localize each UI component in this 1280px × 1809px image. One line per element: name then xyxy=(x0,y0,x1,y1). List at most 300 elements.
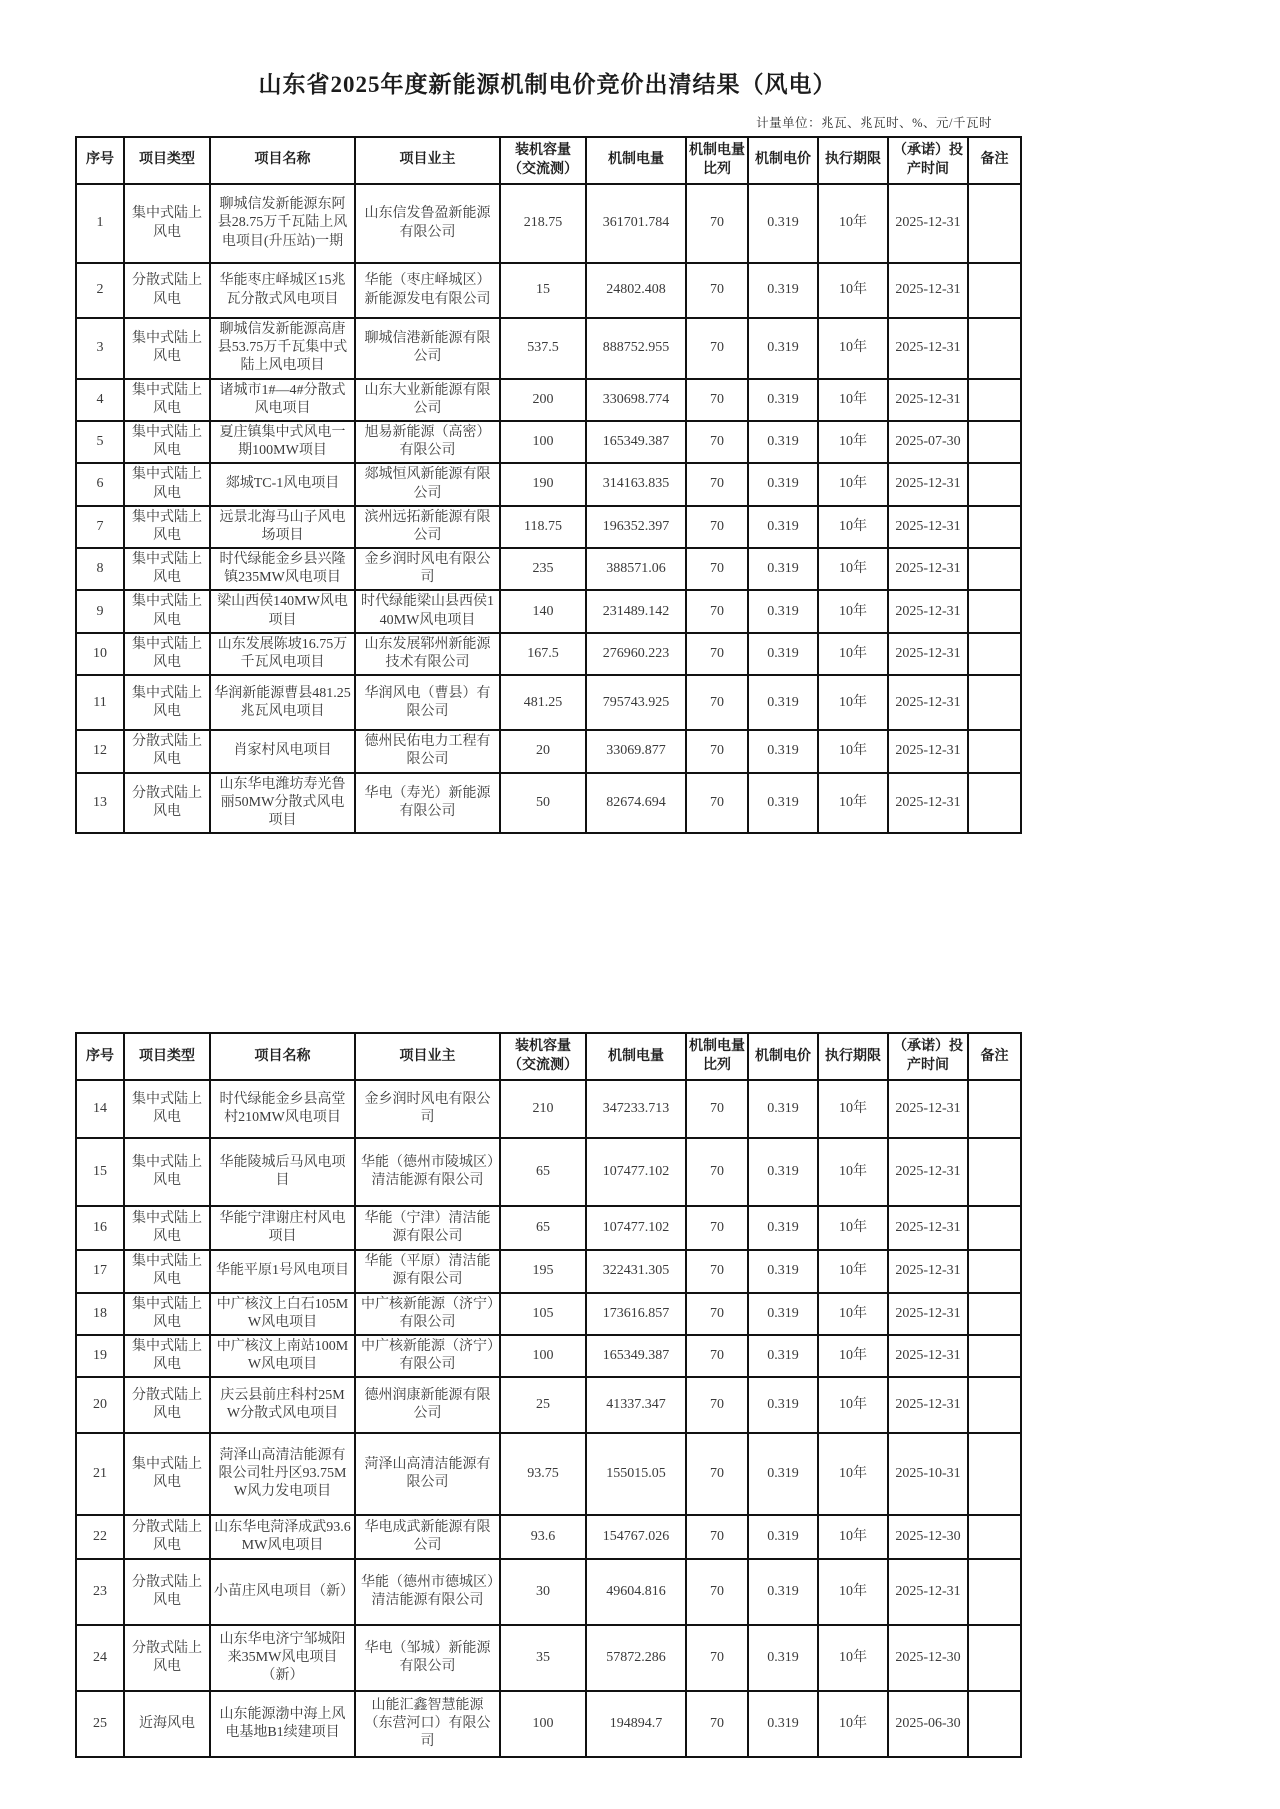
cell-no: 12 xyxy=(76,730,124,772)
cell-price: 0.319 xyxy=(748,1250,818,1292)
cell-term: 10年 xyxy=(818,1206,888,1250)
cell-owner: 旭易新能源（高密）有限公司 xyxy=(355,421,500,463)
cell-note xyxy=(968,463,1021,505)
cell-capacity: 105 xyxy=(500,1293,586,1335)
cell-type: 集中式陆上风电 xyxy=(124,1293,210,1335)
table-row xyxy=(76,633,1021,675)
cell-energy: 107477.102 xyxy=(586,1138,686,1206)
cell-price: 0.319 xyxy=(748,548,818,590)
cell-name: 远景北海马山子风电场项目 xyxy=(210,506,355,548)
cell-capacity: 200 xyxy=(500,379,586,421)
cell-term: 10年 xyxy=(818,1433,888,1515)
cell-owner: 金乡润时风电有限公司 xyxy=(355,1080,500,1138)
cell-date: 2025-12-31 xyxy=(888,463,968,505)
cell-type: 集中式陆上风电 xyxy=(124,1080,210,1138)
column-header-name: 项目名称 xyxy=(210,1033,355,1080)
cell-energy: 347233.713 xyxy=(586,1080,686,1138)
cell-date: 2025-12-31 xyxy=(888,379,968,421)
table-row xyxy=(76,548,1021,590)
cell-note xyxy=(968,1559,1021,1625)
cell-price: 0.319 xyxy=(748,633,818,675)
cell-owner: 郯城恒风新能源有限公司 xyxy=(355,463,500,505)
cell-ratio: 70 xyxy=(686,421,748,463)
cell-owner: 菏泽山高清洁能源有限公司 xyxy=(355,1433,500,1515)
cell-type: 集中式陆上风电 xyxy=(124,1250,210,1292)
cell-no: 14 xyxy=(76,1080,124,1138)
cell-energy: 107477.102 xyxy=(586,1206,686,1250)
cell-owner: 山东大业新能源有限公司 xyxy=(355,379,500,421)
cell-date: 2025-12-31 xyxy=(888,1206,968,1250)
cell-name: 聊城信发新能源高唐县53.75万千瓦集中式陆上风电项目 xyxy=(210,318,355,379)
column-header-term: 执行期限 xyxy=(818,1033,888,1080)
cell-type: 集中式陆上风电 xyxy=(124,506,210,548)
cell-energy: 276960.223 xyxy=(586,633,686,675)
cell-name: 中广核汶上南站100MW风电项目 xyxy=(210,1335,355,1377)
cell-name: 小苗庄风电项目（新） xyxy=(210,1559,355,1625)
cell-capacity: 195 xyxy=(500,1250,586,1292)
cell-type: 集中式陆上风电 xyxy=(124,184,210,263)
column-header-ratio: 机制电量比列 xyxy=(686,1033,748,1080)
cell-capacity: 481.25 xyxy=(500,675,586,730)
table-header xyxy=(76,1033,1021,1080)
cell-no: 6 xyxy=(76,463,124,505)
cell-date: 2025-12-31 xyxy=(888,675,968,730)
cell-energy: 155015.05 xyxy=(586,1433,686,1515)
cell-type: 分散式陆上风电 xyxy=(124,263,210,318)
cell-type: 集中式陆上风电 xyxy=(124,548,210,590)
cell-date: 2025-12-31 xyxy=(888,1559,968,1625)
cell-name: 华能宁津谢庄村风电项目 xyxy=(210,1206,355,1250)
cell-owner: 华润风电（曹县）有限公司 xyxy=(355,675,500,730)
cell-no: 5 xyxy=(76,421,124,463)
cell-energy: 24802.408 xyxy=(586,263,686,318)
table-row xyxy=(76,1625,1021,1691)
column-header-owner: 项目业主 xyxy=(355,137,500,184)
cell-capacity: 210 xyxy=(500,1080,586,1138)
table-header xyxy=(76,137,1021,184)
cell-price: 0.319 xyxy=(748,184,818,263)
cell-no: 21 xyxy=(76,1433,124,1515)
cell-note xyxy=(968,1206,1021,1250)
cell-owner: 金乡润时风电有限公司 xyxy=(355,548,500,590)
table-row xyxy=(76,590,1021,632)
cell-capacity: 218.75 xyxy=(500,184,586,263)
cell-owner: 德州润康新能源有限公司 xyxy=(355,1377,500,1433)
cell-term: 10年 xyxy=(818,1335,888,1377)
cell-capacity: 15 xyxy=(500,263,586,318)
cell-date: 2025-12-31 xyxy=(888,506,968,548)
cell-capacity: 65 xyxy=(500,1206,586,1250)
column-header-price: 机制电价 xyxy=(748,1033,818,1080)
cell-capacity: 100 xyxy=(500,1691,586,1757)
cell-no: 8 xyxy=(76,548,124,590)
cell-capacity: 235 xyxy=(500,548,586,590)
cell-type: 集中式陆上风电 xyxy=(124,463,210,505)
cell-date: 2025-07-30 xyxy=(888,421,968,463)
cell-price: 0.319 xyxy=(748,1625,818,1691)
cell-no: 3 xyxy=(76,318,124,379)
cell-term: 10年 xyxy=(818,463,888,505)
cell-date: 2025-12-31 xyxy=(888,1335,968,1377)
cell-ratio: 70 xyxy=(686,1250,748,1292)
cell-date: 2025-12-30 xyxy=(888,1625,968,1691)
cell-term: 10年 xyxy=(818,263,888,318)
cell-type: 分散式陆上风电 xyxy=(124,730,210,772)
cell-term: 10年 xyxy=(818,1515,888,1559)
cell-price: 0.319 xyxy=(748,421,818,463)
cell-no: 17 xyxy=(76,1250,124,1292)
column-header-owner: 项目业主 xyxy=(355,1033,500,1080)
cell-term: 10年 xyxy=(818,379,888,421)
column-header-type: 项目类型 xyxy=(124,137,210,184)
table-row xyxy=(76,421,1021,463)
cell-name: 时代绿能金乡县兴隆镇235MW风电项目 xyxy=(210,548,355,590)
cell-name: 聊城信发新能源东阿县28.75万千瓦陆上风电项目(升压站)一期 xyxy=(210,184,355,263)
page-break-gap xyxy=(75,834,1020,1032)
cell-no: 10 xyxy=(76,633,124,675)
cell-ratio: 70 xyxy=(686,1335,748,1377)
cell-ratio: 70 xyxy=(686,184,748,263)
cell-capacity: 118.75 xyxy=(500,506,586,548)
cell-date: 2025-12-30 xyxy=(888,1515,968,1559)
cell-energy: 361701.784 xyxy=(586,184,686,263)
cell-price: 0.319 xyxy=(748,1433,818,1515)
cell-ratio: 70 xyxy=(686,730,748,772)
cell-type: 集中式陆上风电 xyxy=(124,1138,210,1206)
cell-note xyxy=(968,421,1021,463)
cell-owner: 中广核新能源（济宁）有限公司 xyxy=(355,1293,500,1335)
cell-ratio: 70 xyxy=(686,773,748,834)
table-row xyxy=(76,1250,1021,1292)
cell-no: 18 xyxy=(76,1293,124,1335)
table-row xyxy=(76,730,1021,772)
cell-ratio: 70 xyxy=(686,633,748,675)
table-row xyxy=(76,1691,1021,1757)
cell-capacity: 50 xyxy=(500,773,586,834)
table-row xyxy=(76,379,1021,421)
cell-type: 集中式陆上风电 xyxy=(124,675,210,730)
cell-no: 13 xyxy=(76,773,124,834)
cell-no: 25 xyxy=(76,1691,124,1757)
cell-type: 集中式陆上风电 xyxy=(124,1206,210,1250)
cell-term: 10年 xyxy=(818,421,888,463)
cell-capacity: 100 xyxy=(500,1335,586,1377)
column-header-type: 项目类型 xyxy=(124,1033,210,1080)
cell-owner: 时代绿能梁山县西侯140MW风电项目 xyxy=(355,590,500,632)
cell-price: 0.319 xyxy=(748,318,818,379)
cell-name: 中广核汶上白石105MW风电项目 xyxy=(210,1293,355,1335)
column-header-name: 项目名称 xyxy=(210,137,355,184)
cell-name: 梁山西侯140MW风电项目 xyxy=(210,590,355,632)
unit-note: 计量单位：兆瓦、兆瓦时、%、元/千瓦时 xyxy=(756,116,992,130)
cell-date: 2025-06-30 xyxy=(888,1691,968,1757)
cell-energy: 194894.7 xyxy=(586,1691,686,1757)
cell-note xyxy=(968,318,1021,379)
column-header-energy: 机制电量 xyxy=(586,1033,686,1080)
column-header-term: 执行期限 xyxy=(818,137,888,184)
cell-type: 分散式陆上风电 xyxy=(124,773,210,834)
table-body xyxy=(76,184,1021,833)
cell-energy: 165349.387 xyxy=(586,1335,686,1377)
column-header-date: （承诺）投产时间 xyxy=(888,137,968,184)
cell-date: 2025-12-31 xyxy=(888,730,968,772)
cell-no: 16 xyxy=(76,1206,124,1250)
cell-note xyxy=(968,379,1021,421)
cell-owner: 华能（德州市德城区）清洁能源有限公司 xyxy=(355,1559,500,1625)
table-row xyxy=(76,1335,1021,1377)
cell-type: 集中式陆上风电 xyxy=(124,590,210,632)
cell-name: 华能枣庄峄城区15兆瓦分散式风电项目 xyxy=(210,263,355,318)
cell-ratio: 70 xyxy=(686,1080,748,1138)
cell-ratio: 70 xyxy=(686,263,748,318)
cell-name: 山东发展陈坡16.75万千瓦风电项目 xyxy=(210,633,355,675)
table-row xyxy=(76,1293,1021,1335)
cell-term: 10年 xyxy=(818,773,888,834)
cell-type: 集中式陆上风电 xyxy=(124,318,210,379)
cell-price: 0.319 xyxy=(748,590,818,632)
cell-name: 菏泽山高清洁能源有限公司牡丹区93.75MW风力发电项目 xyxy=(210,1433,355,1515)
cell-price: 0.319 xyxy=(748,1691,818,1757)
cell-type: 分散式陆上风电 xyxy=(124,1515,210,1559)
cell-ratio: 70 xyxy=(686,1625,748,1691)
cell-capacity: 100 xyxy=(500,421,586,463)
cell-owner: 华电成武新能源有限公司 xyxy=(355,1515,500,1559)
table-row xyxy=(76,773,1021,834)
cell-term: 10年 xyxy=(818,590,888,632)
table-row xyxy=(76,1138,1021,1206)
cell-term: 10年 xyxy=(818,1250,888,1292)
cell-name: 庆云县前庄科村25MW分散式风电项目 xyxy=(210,1377,355,1433)
table-row xyxy=(76,506,1021,548)
cell-energy: 33069.877 xyxy=(586,730,686,772)
cell-term: 10年 xyxy=(818,1377,888,1433)
cell-owner: 德州民佑电力工程有限公司 xyxy=(355,730,500,772)
cell-name: 山东华电济宁邹城阳来35MW风电项目（新） xyxy=(210,1625,355,1691)
cell-owner: 山东发展郓州新能源技术有限公司 xyxy=(355,633,500,675)
cell-owner: 中广核新能源（济宁）有限公司 xyxy=(355,1335,500,1377)
cell-date: 2025-12-31 xyxy=(888,263,968,318)
cell-term: 10年 xyxy=(818,1138,888,1206)
cell-name: 华能平原1号风电项目 xyxy=(210,1250,355,1292)
table-row xyxy=(76,675,1021,730)
cell-note xyxy=(968,1691,1021,1757)
cell-note xyxy=(968,1080,1021,1138)
cell-note xyxy=(968,1515,1021,1559)
table-row xyxy=(76,463,1021,505)
cell-type: 分散式陆上风电 xyxy=(124,1625,210,1691)
table-row xyxy=(76,1206,1021,1250)
cell-price: 0.319 xyxy=(748,263,818,318)
cell-term: 10年 xyxy=(818,1691,888,1757)
cell-name: 郯城TC-1风电项目 xyxy=(210,463,355,505)
cell-name: 华润新能源曹县481.25兆瓦风电项目 xyxy=(210,675,355,730)
column-header-no: 序号 xyxy=(76,137,124,184)
cell-term: 10年 xyxy=(818,318,888,379)
cell-price: 0.319 xyxy=(748,1206,818,1250)
cell-owner: 华能（平原）清洁能源有限公司 xyxy=(355,1250,500,1292)
cell-ratio: 70 xyxy=(686,318,748,379)
cell-date: 2025-12-31 xyxy=(888,590,968,632)
column-header-capacity: 装机容量（交流测） xyxy=(500,1033,586,1080)
cell-no: 11 xyxy=(76,675,124,730)
column-header-capacity: 装机容量（交流测） xyxy=(500,137,586,184)
cell-ratio: 70 xyxy=(686,590,748,632)
header-row xyxy=(76,137,1021,184)
cell-note xyxy=(968,1293,1021,1335)
column-header-price: 机制电价 xyxy=(748,137,818,184)
cell-ratio: 70 xyxy=(686,1433,748,1515)
cell-name: 诸城市1#—4#分散式风电项目 xyxy=(210,379,355,421)
cell-price: 0.319 xyxy=(748,1138,818,1206)
column-header-note: 备注 xyxy=(968,137,1021,184)
cell-no: 24 xyxy=(76,1625,124,1691)
cell-energy: 888752.955 xyxy=(586,318,686,379)
cell-energy: 165349.387 xyxy=(586,421,686,463)
cell-owner: 华能（德州市陵城区）清洁能源有限公司 xyxy=(355,1138,500,1206)
table-row xyxy=(76,1377,1021,1433)
cell-price: 0.319 xyxy=(748,773,818,834)
cell-ratio: 70 xyxy=(686,548,748,590)
table-row xyxy=(76,1080,1021,1138)
cell-no: 22 xyxy=(76,1515,124,1559)
cell-date: 2025-12-31 xyxy=(888,1138,968,1206)
cell-price: 0.319 xyxy=(748,1515,818,1559)
cell-note xyxy=(968,773,1021,834)
table-row xyxy=(76,263,1021,318)
cell-ratio: 70 xyxy=(686,1206,748,1250)
cell-capacity: 167.5 xyxy=(500,633,586,675)
cell-term: 10年 xyxy=(818,1080,888,1138)
cell-name: 时代绿能金乡县高堂村210MW风电项目 xyxy=(210,1080,355,1138)
cell-energy: 154767.026 xyxy=(586,1515,686,1559)
cell-no: 20 xyxy=(76,1377,124,1433)
cell-price: 0.319 xyxy=(748,463,818,505)
cell-note xyxy=(968,675,1021,730)
cell-capacity: 190 xyxy=(500,463,586,505)
table-body xyxy=(76,1080,1021,1757)
cell-capacity: 65 xyxy=(500,1138,586,1206)
cell-note xyxy=(968,730,1021,772)
cell-no: 15 xyxy=(76,1138,124,1206)
cell-name: 山东能源渤中海上风电基地B1续建项目 xyxy=(210,1691,355,1757)
cell-term: 10年 xyxy=(818,1559,888,1625)
cell-date: 2025-12-31 xyxy=(888,1377,968,1433)
cell-ratio: 70 xyxy=(686,1138,748,1206)
cell-capacity: 25 xyxy=(500,1377,586,1433)
cell-price: 0.319 xyxy=(748,730,818,772)
cell-no: 7 xyxy=(76,506,124,548)
cell-note xyxy=(968,1335,1021,1377)
cell-capacity: 30 xyxy=(500,1559,586,1625)
cell-energy: 322431.305 xyxy=(586,1250,686,1292)
cell-capacity: 20 xyxy=(500,730,586,772)
cell-date: 2025-12-31 xyxy=(888,1250,968,1292)
cell-term: 10年 xyxy=(818,548,888,590)
cell-price: 0.319 xyxy=(748,379,818,421)
cell-no: 23 xyxy=(76,1559,124,1625)
cell-price: 0.319 xyxy=(748,506,818,548)
cell-energy: 314163.835 xyxy=(586,463,686,505)
cell-capacity: 140 xyxy=(500,590,586,632)
column-header-ratio: 机制电量比列 xyxy=(686,137,748,184)
cell-term: 10年 xyxy=(818,184,888,263)
cell-date: 2025-12-31 xyxy=(888,184,968,263)
cell-energy: 795743.925 xyxy=(586,675,686,730)
cell-capacity: 35 xyxy=(500,1625,586,1691)
cell-owner: 聊城信港新能源有限公司 xyxy=(355,318,500,379)
cell-note xyxy=(968,633,1021,675)
cell-capacity: 537.5 xyxy=(500,318,586,379)
cell-note xyxy=(968,184,1021,263)
cell-ratio: 70 xyxy=(686,1377,748,1433)
cell-type: 分散式陆上风电 xyxy=(124,1559,210,1625)
cell-energy: 330698.774 xyxy=(586,379,686,421)
cell-type: 近海风电 xyxy=(124,1691,210,1757)
cell-name: 华能陵城后马风电项目 xyxy=(210,1138,355,1206)
cell-date: 2025-12-31 xyxy=(888,318,968,379)
column-header-date: （承诺）投产时间 xyxy=(888,1033,968,1080)
table-row xyxy=(76,1559,1021,1625)
cell-term: 10年 xyxy=(818,730,888,772)
cell-name: 夏庄镇集中式风电一期100MW项目 xyxy=(210,421,355,463)
cell-ratio: 70 xyxy=(686,1691,748,1757)
cell-note xyxy=(968,506,1021,548)
page-title: 山东省2025年度新能源机制电价竞价出清结果（风电） xyxy=(258,72,837,97)
cell-capacity: 93.75 xyxy=(500,1433,586,1515)
cell-ratio: 70 xyxy=(686,1293,748,1335)
cell-owner: 华能（枣庄峄城区）新能源发电有限公司 xyxy=(355,263,500,318)
cell-type: 集中式陆上风电 xyxy=(124,633,210,675)
cell-type: 集中式陆上风电 xyxy=(124,1335,210,1377)
cell-date: 2025-12-31 xyxy=(888,548,968,590)
cell-name: 山东华电菏泽成武93.6MW风电项目 xyxy=(210,1515,355,1559)
cell-owner: 滨州远拓新能源有限公司 xyxy=(355,506,500,548)
cell-type: 集中式陆上风电 xyxy=(124,379,210,421)
cell-energy: 231489.142 xyxy=(586,590,686,632)
document-content xyxy=(75,0,1020,1758)
cell-capacity: 93.6 xyxy=(500,1515,586,1559)
cell-energy: 388571.06 xyxy=(586,548,686,590)
cell-type: 集中式陆上风电 xyxy=(124,421,210,463)
column-header-note: 备注 xyxy=(968,1033,1021,1080)
cell-energy: 41337.347 xyxy=(586,1377,686,1433)
header-row xyxy=(76,1033,1021,1080)
column-header-energy: 机制电量 xyxy=(586,137,686,184)
cell-owner: 华电（寿光）新能源有限公司 xyxy=(355,773,500,834)
cell-price: 0.319 xyxy=(748,675,818,730)
table-row xyxy=(76,318,1021,379)
cell-energy: 82674.694 xyxy=(586,773,686,834)
cell-term: 10年 xyxy=(818,506,888,548)
cell-energy: 196352.397 xyxy=(586,506,686,548)
cell-name: 肖家村风电项目 xyxy=(210,730,355,772)
cell-note xyxy=(968,1377,1021,1433)
cell-term: 10年 xyxy=(818,675,888,730)
cell-name: 山东华电潍坊寿光鲁丽50MW分散式风电项目 xyxy=(210,773,355,834)
cell-energy: 173616.857 xyxy=(586,1293,686,1335)
cell-date: 2025-12-31 xyxy=(888,1293,968,1335)
cell-owner: 华电（邹城）新能源有限公司 xyxy=(355,1625,500,1691)
cell-date: 2025-10-31 xyxy=(888,1433,968,1515)
table-row xyxy=(76,1515,1021,1559)
cell-ratio: 70 xyxy=(686,1515,748,1559)
cell-owner: 山能汇鑫智慧能源（东营河口）有限公司 xyxy=(355,1691,500,1757)
cell-energy: 49604.816 xyxy=(586,1559,686,1625)
cell-ratio: 70 xyxy=(686,379,748,421)
cell-price: 0.319 xyxy=(748,1335,818,1377)
cell-price: 0.319 xyxy=(748,1293,818,1335)
cell-ratio: 70 xyxy=(686,1559,748,1625)
